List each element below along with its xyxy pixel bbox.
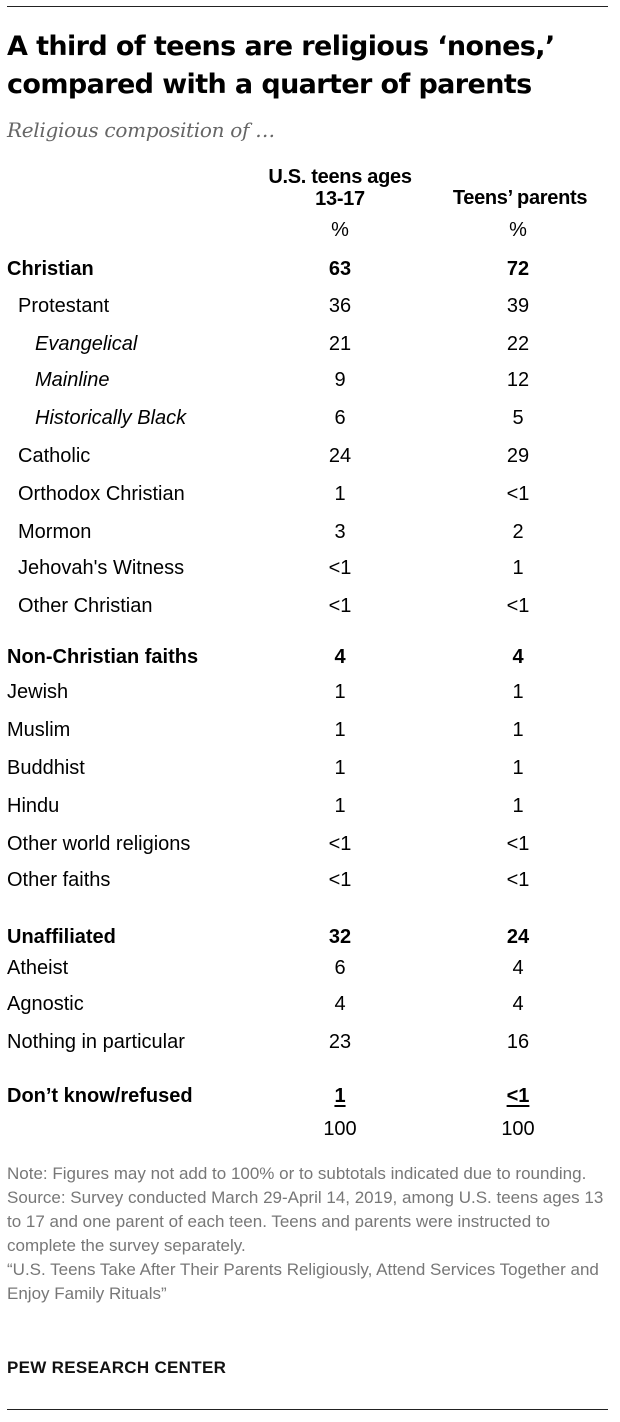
row-label: Other world religions: [7, 833, 191, 855]
value-text: <1: [506, 1085, 530, 1107]
row-label: Protestant: [18, 295, 110, 317]
table-row: [0, 592, 620, 620]
column-header-teens: U.S. teens ages 13-17: [268, 166, 412, 210]
table-row: [0, 954, 620, 982]
value-parents: <1: [506, 869, 530, 891]
row-label: Unaffiliated: [7, 926, 116, 948]
table-row: [0, 990, 620, 1018]
value-parents: 100: [501, 1118, 535, 1140]
value-parents: 1: [512, 795, 524, 817]
row-label: Other Christian: [18, 595, 153, 617]
value-parents: 12: [506, 369, 530, 391]
value-parents: 1: [512, 719, 524, 741]
table-row: [0, 554, 620, 582]
value-text: 1: [334, 1085, 346, 1107]
value-parents: [478, 1082, 558, 1110]
value-teens: 4: [334, 993, 346, 1015]
table-row: [0, 330, 620, 358]
value-parents: 4: [512, 646, 524, 668]
table-row: [0, 643, 620, 671]
column-unit-teens: %: [331, 219, 349, 241]
value-parents: 29: [506, 445, 530, 467]
value-parents: <1: [506, 833, 530, 855]
value-teens: <1: [328, 833, 352, 855]
table-row: [0, 1028, 620, 1056]
value-teens: 1: [334, 795, 346, 817]
row-label: Don’t know/refused: [7, 1085, 193, 1107]
table-row: [0, 923, 620, 951]
table-row: [0, 255, 620, 283]
row-label: Agnostic: [7, 993, 84, 1015]
row-label: Historically Black: [35, 407, 187, 429]
value-teens: 1: [334, 483, 346, 505]
value-teens: 63: [328, 258, 352, 280]
row-label: Atheist: [7, 957, 69, 979]
value-teens: <1: [328, 557, 352, 579]
row-label: Jewish: [7, 681, 69, 703]
value-parents: 2: [512, 521, 524, 543]
row-label: Non-Christian faiths: [7, 646, 199, 668]
row-label: Christian: [7, 258, 94, 280]
table-row: [0, 754, 620, 782]
value-parents: 1: [512, 681, 524, 703]
value-parents: 72: [506, 258, 530, 280]
notes-block: [7, 1162, 607, 1306]
row-label: Nothing in particular: [7, 1031, 185, 1053]
table-row: [0, 518, 620, 546]
value-teens: 3: [334, 521, 346, 543]
table-row: [0, 830, 620, 858]
value-parents: 16: [506, 1031, 530, 1053]
table-row: [0, 866, 620, 894]
row-label: Buddhist: [7, 757, 85, 779]
row-label: Orthodox Christian: [18, 483, 185, 505]
row-label: Mainline: [35, 369, 110, 391]
chart-subtitle: Religious composition of …: [7, 118, 275, 142]
row-label: Jehovah's Witness: [18, 557, 185, 579]
value-teens: <1: [328, 595, 352, 617]
value-parents: 22: [506, 333, 530, 355]
value-teens: 6: [334, 957, 346, 979]
row-label: Mormon: [18, 521, 92, 543]
value-parents: 24: [506, 926, 530, 948]
row-label: Hindu: [7, 795, 60, 817]
table-row: [0, 792, 620, 820]
table-row: [0, 716, 620, 744]
value-parents: 1: [512, 557, 524, 579]
source-text: Source: Survey conducted March 29-April 14, 2019, among U.S. teens ages 13 to 17 and one parent of each teen. Teens and parents were instructed to complete the survey separately.: [7, 1188, 604, 1255]
table-row: [0, 480, 620, 508]
row-label: Evangelical: [35, 333, 138, 355]
report-title-text: “U.S. Teens Take After Their Parents Religiously, Attend Services Together and Enjoy Family Rituals”: [7, 1260, 599, 1303]
chart-title: A third of teens are religious ‘nones,’ compared with a quarter of parents: [7, 31, 555, 100]
value-parents: <1: [506, 595, 530, 617]
value-parents: 39: [506, 295, 530, 317]
value-teens: 6: [334, 407, 346, 429]
value-teens: 100: [323, 1118, 357, 1140]
table-row: [0, 442, 620, 470]
value-parents: 5: [512, 407, 524, 429]
value-teens: 21: [328, 333, 352, 355]
value-parents: 4: [512, 957, 524, 979]
value-teens: 4: [334, 646, 346, 668]
value-teens: <1: [328, 869, 352, 891]
table-row: [0, 1082, 620, 1110]
value-teens: 1: [334, 719, 346, 741]
row-label: Catholic: [18, 445, 91, 467]
table-row: [0, 292, 620, 320]
value-parents: 4: [512, 993, 524, 1015]
table-row: [0, 1115, 620, 1143]
value-teens: [300, 1082, 380, 1110]
table-row: [0, 404, 620, 432]
value-teens: 32: [328, 926, 352, 948]
top-rule: [7, 6, 608, 7]
row-label: Muslim: [7, 719, 71, 741]
organization-name: PEW RESEARCH CENTER: [7, 1358, 227, 1377]
row-label: Other faiths: [7, 869, 111, 891]
table-row: [0, 366, 620, 394]
table-row: [0, 678, 620, 706]
column-header-parents: Teens’ parents: [452, 187, 588, 209]
value-teens: 24: [328, 445, 352, 467]
value-teens: 36: [328, 295, 352, 317]
note-text: Note: Figures may not add to 100% or to subtotals indicated due to rounding.: [7, 1164, 587, 1183]
value-teens: 1: [334, 757, 346, 779]
value-parents: <1: [506, 483, 530, 505]
column-unit-parents: %: [509, 219, 527, 241]
value-teens: 9: [334, 369, 346, 391]
value-parents: 1: [512, 757, 524, 779]
bottom-rule: [7, 1409, 608, 1410]
value-teens: 1: [334, 681, 346, 703]
value-teens: 23: [328, 1031, 352, 1053]
